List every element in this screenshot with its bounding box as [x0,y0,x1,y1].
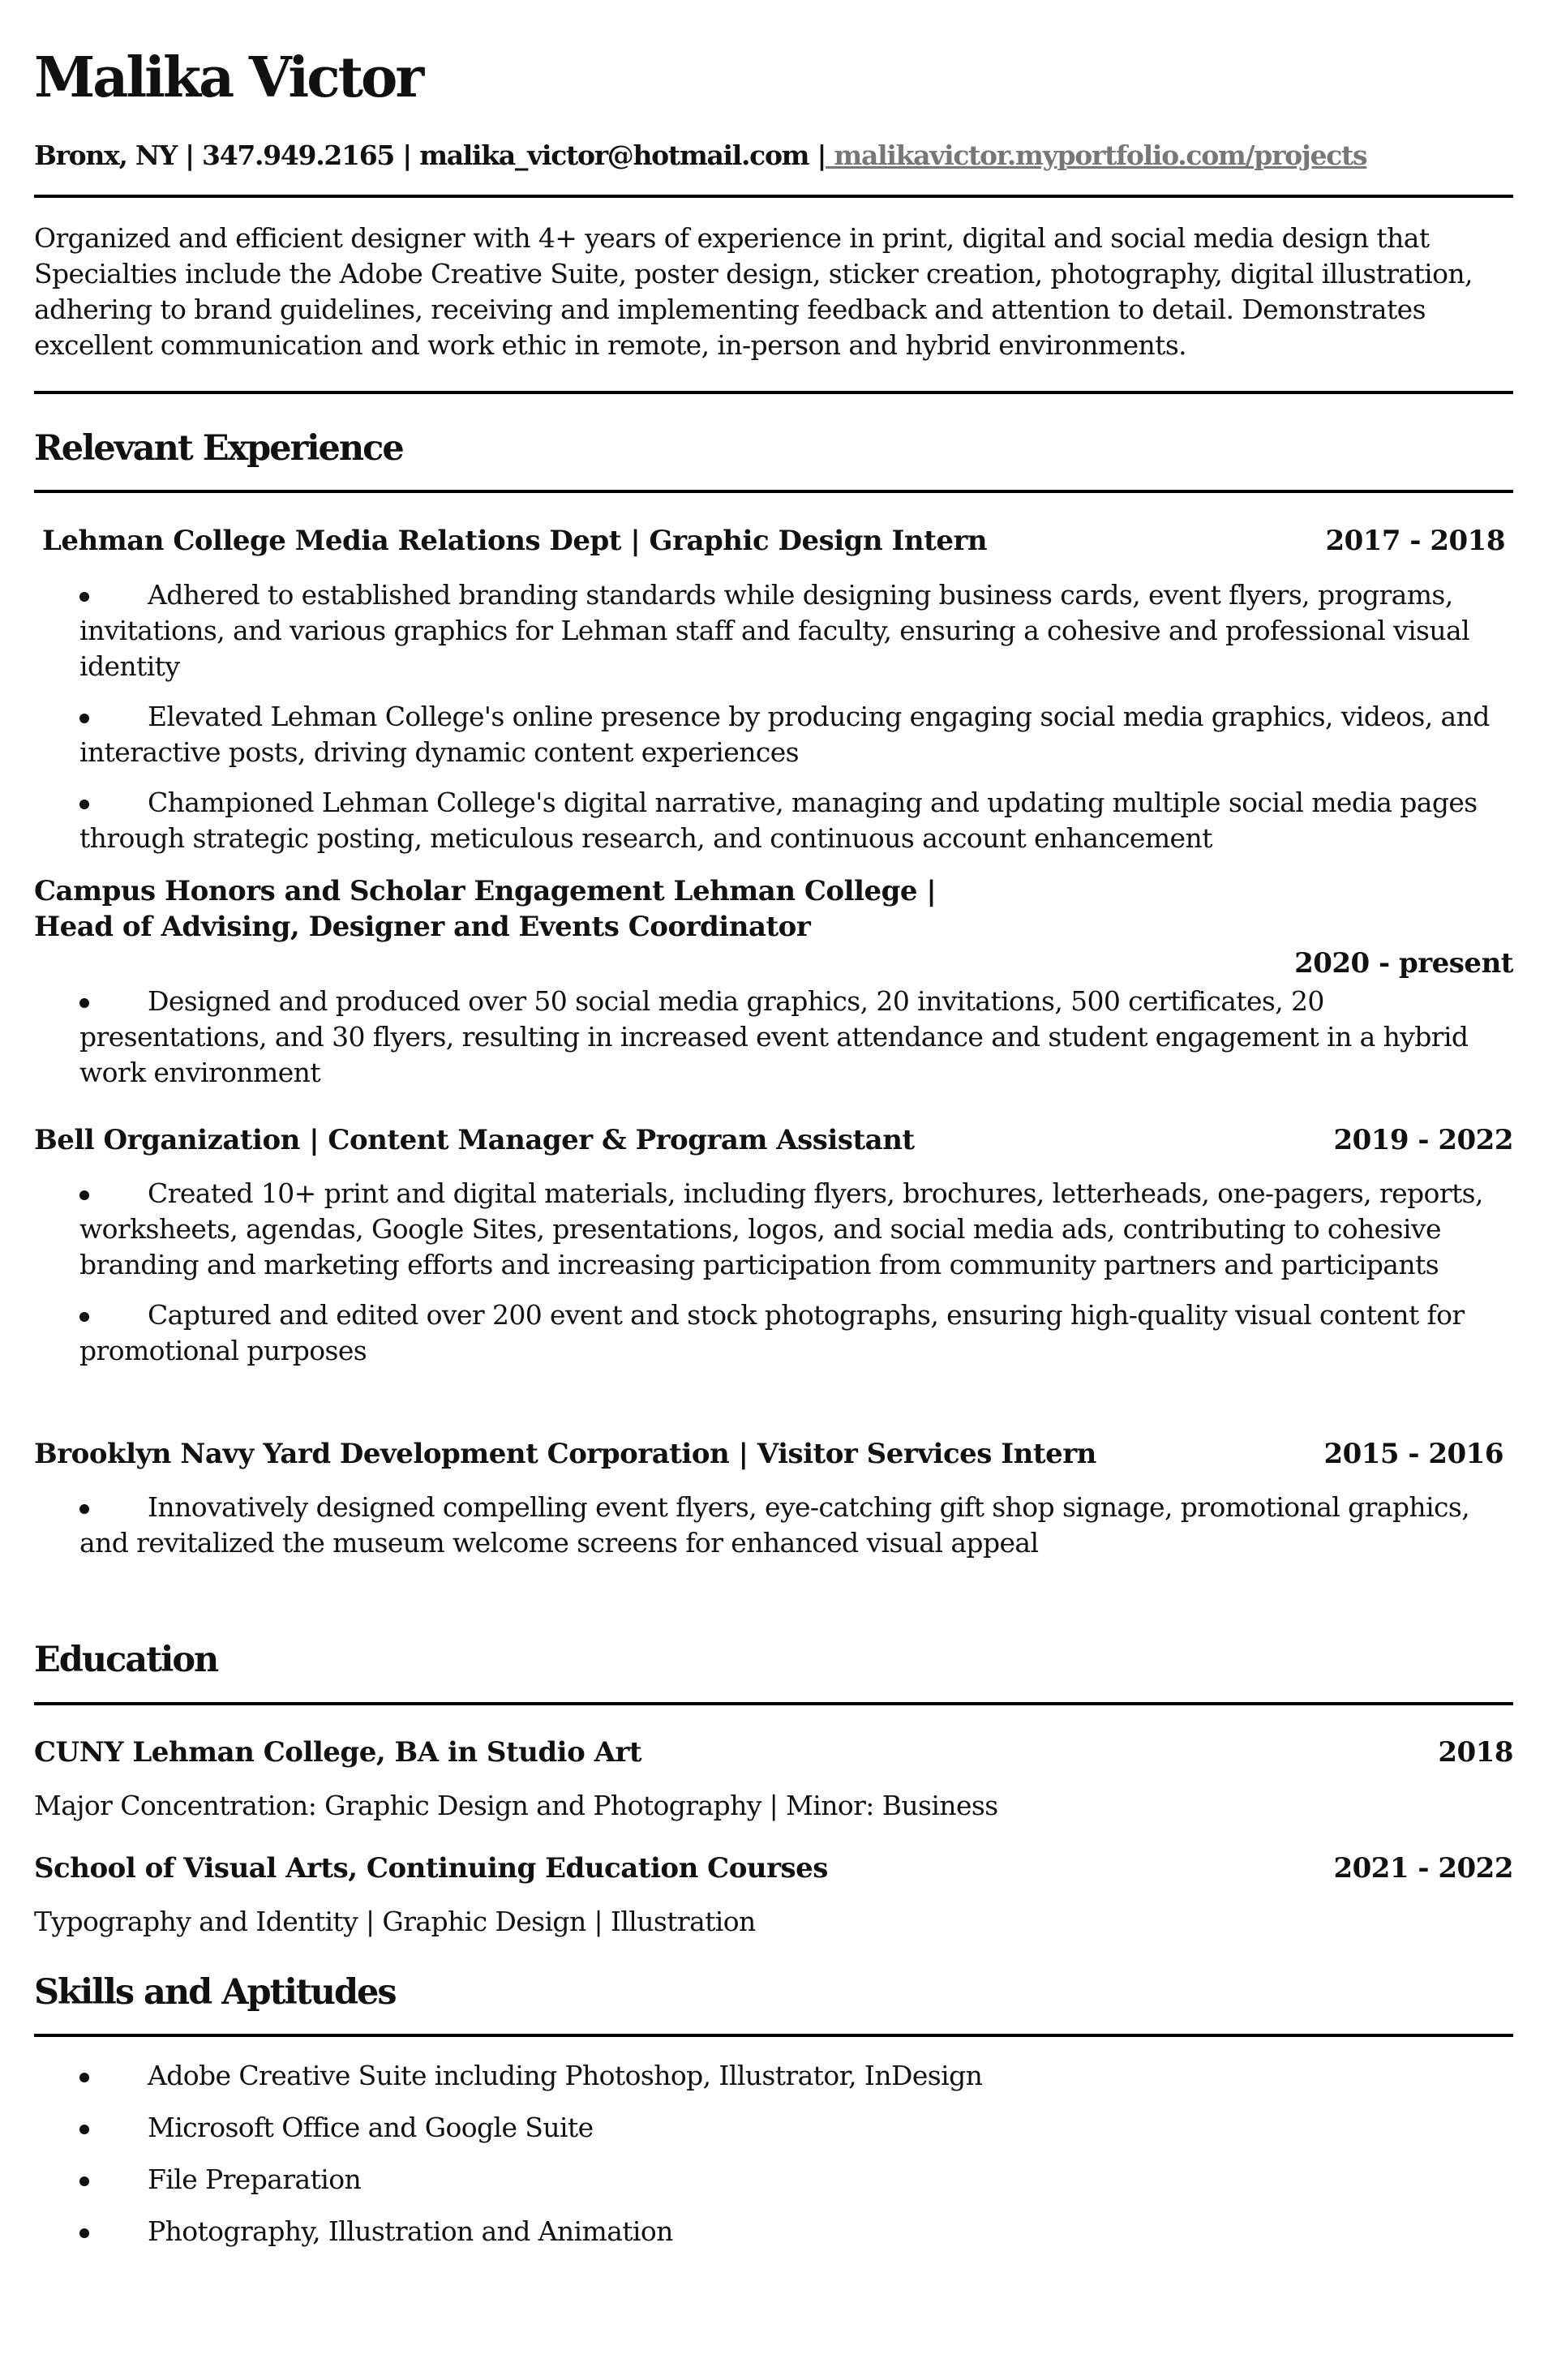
job-bullets [79,1490,1515,1576]
job-dates: 2015 - 2016 [1323,1438,1503,1470]
school-name: CUNY Lehman College, BA in Studio Art [34,1736,642,1769]
list-item: Created 10+ print and digital materials, including flyers, brochures, letterheads, one-pagers, reports, worksheets, agendas, Google Sites, presentations, logos, and social media ads, contributing to cohesive branding and marketing efforts and increasing participation from community partners and participants [79,1176,1515,1283]
skills-list [79,2058,982,2266]
job-bullets [79,577,1515,871]
job-title: Head of Advising, Designer and Events Coordinator [34,911,811,943]
list-item: File Preparation [45,2162,982,2214]
school-detail: Typography and Identity | Graphic Design | Illustration [34,1906,756,1937]
job-bullets [79,1176,1515,1383]
job-heading [42,523,1505,559]
list-item: Microsoft Office and Google Suite [45,2110,982,2162]
list-item: Adobe Creative Suite including Photoshop, Illustrator, InDesign [45,2058,982,2110]
job-dates: 2017 - 2018 [1325,525,1505,557]
school-dates: 2018 [1438,1736,1513,1769]
list-item: Innovatively designed compelling event flyers, eye-catching gift shop signage, promotional graphics, and revitalized the museum welcome screens for enhanced visual appeal [79,1490,1515,1561]
divider [34,391,1513,394]
school-heading [34,1735,1513,1770]
candidate-name: Malika Victor [34,45,422,110]
school-heading [34,1850,1513,1886]
list-item: Photography, Illustration and Animation [45,2214,982,2266]
section-title-education: Education [34,1640,218,1680]
list-item: Elevated Lehman College's online presence by producing engaging social media graphics, videos, and interactive posts, driving dynamic content experiences [79,699,1515,770]
list-item: Captured and edited over 200 event and stock photographs, ensuring high-quality visual content for promotional purposes [79,1297,1515,1369]
divider [34,2034,1513,2037]
contact-line [34,139,1366,171]
list-item: Championed Lehman College's digital narrative, managing and updating multiple social media pages through strategic posting, meticulous research, and continuous account enhancement [79,785,1515,856]
job-title: Brooklyn Navy Yard Development Corporation | Visitor Services Intern [34,1438,1096,1470]
section-title-skills: Skills and Aptitudes [34,1972,396,2013]
school-name: School of Visual Arts, Continuing Education Courses [34,1852,828,1885]
job-dates: 2020 - present [1294,947,1513,980]
list-item: Designed and produced over 50 social media graphics, 20 invitations, 500 certificates, 20 presentations, and 30 flyers, resulting in increased event attendance and student engagement in a hybrid work environment [79,984,1515,1091]
job-title: Campus Honors and Scholar Engagement Lehman College | [34,875,937,907]
job-dates: 2019 - 2022 [1333,1124,1513,1156]
school-detail: Major Concentration: Graphic Design and Photography | Minor: Business [34,1790,998,1821]
job-heading [34,1122,1513,1158]
job-heading [34,1436,1503,1472]
contact-info: Bronx, NY | 347.949.2165 | malika_victor@hotmail.com | [34,139,826,171]
school-dates: 2021 - 2022 [1333,1852,1513,1885]
portfolio-link[interactable]: malikavictor.myportfolio.com/projects [826,139,1367,171]
summary-paragraph: Organized and efficient designer with 4+ years of experience in print, digital and social media design that Specialties include the Adobe Creative Suite, poster design, sticker creation, photography, digital illustration, adhering to brand guidelines, receiving and implementing feedback and attention to detail. Demonstrates excellent communication and work ethic in remote, in-person and hybrid environments. [34,222,1473,361]
section-title-experience: Relevant Experience [34,428,403,469]
divider [34,195,1513,198]
job-title: Lehman College Media Relations Dept | Graphic Design Intern [42,525,988,557]
job-title: Bell Organization | Content Manager & Program Assistant [34,1124,915,1156]
job-heading [34,873,1513,945]
job-bullets [79,984,1515,1105]
list-item: Adhered to established branding standards while designing business cards, event flyers, programs, invitations, and various graphics for Lehman staff and faculty, ensuring a cohesive and professional visual identity [79,577,1515,684]
divider [34,490,1513,493]
divider [34,1702,1513,1705]
